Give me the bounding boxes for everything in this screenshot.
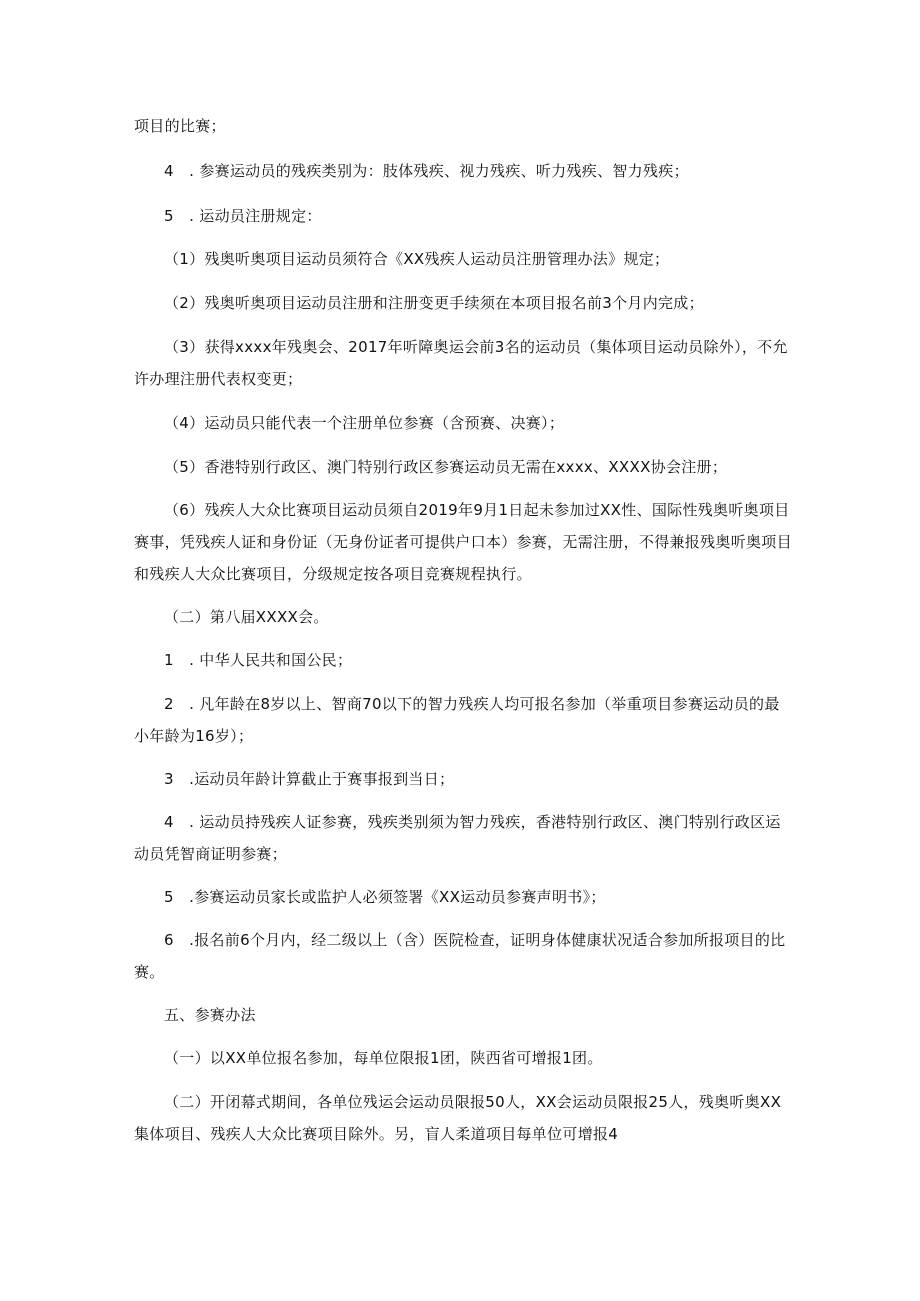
paragraph-b-item-5: 5 .参赛运动员家长或监护人必须签署《XX运动员参赛声明书》； bbox=[164, 888, 606, 906]
paragraph-method-2: （二）开闭幕式期间，各单位残运会运动员限报50人，XX会运动员限报25人，残奥听奥XX集体项目、残疾人大众比赛项目除外。另，盲人柔道项目每单位可增报4 bbox=[134, 1093, 782, 1143]
paragraph-rule-6: （6）残疾人大众比赛项目运动员须自2019年9月1日起未参加过XX性、国际性残奥听奥项目赛事，凭残疾人证和身份证（无身份证者可提供户口本）参赛，无需注册，不得兼报残奥听奥项目和残疾人大众比赛项目，分级规定按各项目竞赛规程执行。 bbox=[134, 501, 792, 583]
paragraph-b-item-4: 4 . 运动员持残疾人证参赛，残疾类别须为智力残疾，香港特别行政区、澳门特别行政区运动员凭智商证明参赛； bbox=[134, 813, 781, 863]
paragraph-rule-1: （1）残奥听奥项目运动员须符合《XX残疾人运动员注册管理办法》规定； bbox=[164, 250, 670, 268]
paragraph-b-item-6: 6 .报名前6个月内，经二级以上（含）医院检查，证明身体健康状况适合参加所报项目的比赛。 bbox=[134, 931, 786, 981]
paragraph-rule-5: （5）香港特别行政区、澳门特别行政区参赛运动员无需在xxxx、XXXX协会注册； bbox=[164, 458, 728, 476]
paragraph-b-item-3: 3 .运动员年龄计算截止于赛事报到当日； bbox=[164, 770, 455, 788]
paragraph-b-item-2: 2 . 凡年龄在8岁以上、智商70以下的智力残疾人均可报名参加（举重项目参赛运动员的最小年龄为16岁）； bbox=[134, 695, 780, 745]
section-heading-5: 五、参赛办法 bbox=[164, 1006, 256, 1024]
paragraph-item-5: 5 . 运动员注册规定： bbox=[164, 207, 322, 225]
paragraph-rule-3: （3）获得xxxx年残奥会、2017年听障奥运会前3名的运动员（集体项目运动员除外），不允许办理注册代表权变更； bbox=[134, 338, 788, 388]
paragraph-item-4: 4 . 参赛运动员的残疾类别为：肢体残疾、视力残疾、听力残疾、智力残疾； bbox=[164, 162, 689, 180]
paragraph-rule-2: （2）残奥听奥项目运动员注册和注册变更手续须在本项目报名前3个月内完成； bbox=[164, 294, 704, 312]
paragraph-continuation: 项目的比赛； bbox=[134, 117, 226, 135]
paragraph-rule-4: （4）运动员只能代表一个注册单位参赛（含预赛、决赛）； bbox=[164, 414, 565, 432]
paragraph-method-1: （一）以XX单位报名参加，每单位限报1团，陕西省可增报1团。 bbox=[164, 1049, 603, 1067]
paragraph-b-item-1: 1 . 中华人民共和国公民； bbox=[164, 651, 353, 669]
section-heading-2: （二）第八届XXXX会。 bbox=[164, 608, 329, 626]
